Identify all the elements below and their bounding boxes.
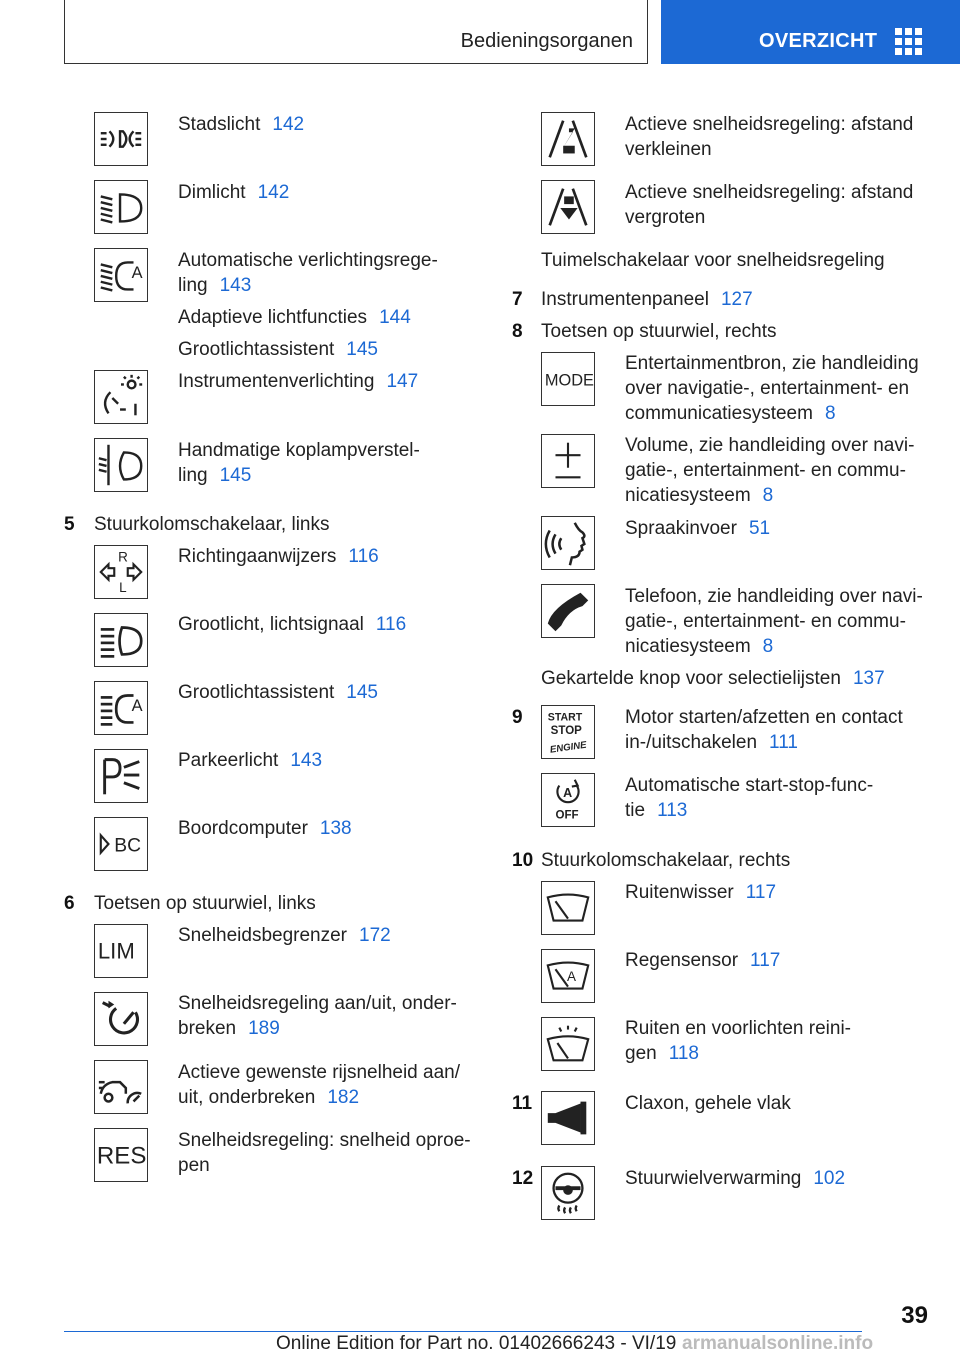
mode-button-icon: [541, 352, 595, 406]
item-text: Snelheidsbegrenzer 172: [178, 925, 391, 946]
item-text: Motor starten/afzetten en contact in-/uitschakelen 111: [625, 707, 903, 753]
item-text: Adaptieve lichtfuncties 144: [178, 307, 411, 328]
resume-speed-icon: [94, 1128, 148, 1182]
page-link[interactable]: 138: [319, 818, 352, 839]
item-text: Automatische verlichtingsrege- ling 143: [178, 250, 438, 296]
low-beam-icon: [94, 180, 148, 234]
page-link[interactable]: 145: [346, 682, 378, 703]
item-text: Actieve snelheidsregeling: afstand vergroten: [625, 182, 914, 228]
page-link[interactable]: 127: [720, 289, 753, 310]
item-text: Snelheidsregeling: snelheid oproe- pen: [178, 1130, 471, 1176]
section-title: Toetsen op stuurwiel, rechts: [541, 321, 777, 342]
auto-headlight-icon: [94, 248, 148, 302]
item-text: Actieve snelheidsregeling: afstand verkleinen: [625, 114, 914, 160]
section-number: 9: [512, 707, 523, 728]
item-text: Grootlichtassistent 145: [178, 682, 378, 703]
item-text: Richtingaanwijzers 116: [178, 546, 379, 567]
distance-increase-icon: [541, 180, 595, 234]
page-link[interactable]: 142: [272, 114, 305, 135]
svg-text:A: A: [563, 786, 573, 801]
item-text: Grootlichtassistent 145: [178, 339, 378, 360]
page-link[interactable]: 182: [327, 1087, 360, 1108]
grid-icon: [895, 28, 922, 55]
section-number: 5: [64, 514, 75, 535]
section-number: 8: [512, 321, 523, 342]
header-section-box: [64, 0, 648, 64]
page-link[interactable]: 51: [748, 518, 771, 539]
header-tab[interactable]: [661, 0, 960, 64]
page-link[interactable]: 116: [348, 546, 379, 567]
page-link[interactable]: 142: [257, 182, 290, 203]
svg-text:MODE: MODE: [544, 371, 594, 390]
page-link[interactable]: 147: [386, 371, 419, 392]
svg-text:START: START: [547, 711, 583, 724]
page-link[interactable]: 118: [668, 1043, 699, 1064]
section-title: Claxon, gehele vlak: [625, 1093, 791, 1114]
item-text: Handmatige koplampverstel- ling 145: [178, 440, 420, 486]
item-text: Parkeerlicht 143: [178, 750, 323, 771]
knob-label: Gekartelde knop voor selectielijsten 137: [541, 668, 885, 689]
page-link[interactable]: 137: [852, 668, 885, 689]
page-link[interactable]: 111: [769, 732, 798, 753]
section-number: 11: [512, 1093, 533, 1114]
headlight-range-icon: [94, 438, 148, 492]
section-title: Stuurkolomschakelaar, links: [94, 514, 330, 535]
high-beam-assistant-icon: [94, 681, 148, 735]
item-text: Telefoon, zie handleiding over navi- gatie-, entertainment- en commu- nicatiesysteem 8: [625, 586, 923, 657]
page-link[interactable]: 8: [824, 403, 836, 424]
svg-text:STOP: STOP: [550, 724, 582, 737]
page-link[interactable]: 8: [762, 636, 774, 657]
page-link[interactable]: 117: [745, 882, 777, 903]
section-number: 10: [512, 850, 534, 871]
section-title: Stuurkolomschakelaar, rechts: [541, 850, 791, 871]
high-beam-icon: [94, 613, 148, 667]
instrument-lighting-icon: [94, 370, 148, 424]
item-text: Instrumentenverlichting 147: [178, 371, 419, 392]
header-tab-label: OVERZICHT: [759, 30, 878, 52]
svg-text:L: L: [119, 580, 127, 596]
item-text: Spraakinvoer 51: [625, 518, 771, 539]
page-link[interactable]: 8: [762, 485, 774, 506]
cruise-control-icon: [94, 992, 148, 1046]
page-number: 39: [901, 1302, 928, 1329]
steering-wheel-heating-icon: [541, 1166, 595, 1220]
page-link[interactable]: 113: [657, 800, 688, 821]
section-number: 12: [512, 1168, 534, 1189]
header-section-title: Bedieningsorganen: [460, 30, 633, 52]
svg-text:ENGINE: ENGINE: [549, 739, 588, 756]
item-text: Automatische start-stop-func- tie 113: [625, 775, 874, 821]
page-link[interactable]: 172: [359, 925, 391, 946]
distance-decrease-icon: [541, 112, 595, 166]
section-number: 6: [64, 893, 75, 914]
parking-lamp-icon: [94, 749, 148, 803]
rocker-switch-label: Tuimelschakelaar voor snelheidsregeling: [541, 250, 885, 271]
page-link[interactable]: 143: [219, 275, 252, 296]
item-text: Stadslicht 142: [178, 114, 305, 135]
auto-start-stop-icon: [541, 773, 595, 827]
item-text: Grootlicht, lichtsignaal 116: [178, 614, 407, 635]
section-title: Instrumentenpaneel 127: [541, 289, 753, 310]
page-link[interactable]: 116: [375, 614, 407, 635]
speed-limiter-icon: [94, 924, 148, 978]
page-link[interactable]: 102: [813, 1168, 846, 1189]
footer-divider: [64, 1331, 862, 1332]
item-text: Regensensor 117: [625, 950, 781, 971]
item-text: Stuurwielverwarming 102: [625, 1168, 846, 1189]
item-text: Ruiten en voorlichten reini- gen 118: [625, 1018, 852, 1064]
svg-text:A: A: [131, 696, 143, 715]
active-cruise-icon: [94, 1060, 148, 1114]
svg-text:R: R: [118, 549, 128, 565]
horn-icon: [541, 1091, 595, 1145]
item-text: Snelheidsregeling aan/uit, onder- breken 189: [178, 993, 457, 1039]
item-text: Boordcomputer 138: [178, 818, 352, 839]
phone-icon: [541, 584, 595, 638]
svg-text:A: A: [131, 263, 143, 282]
page-link[interactable]: 145: [346, 339, 378, 360]
section-number: 7: [512, 289, 523, 310]
page-link[interactable]: 144: [379, 307, 411, 328]
watermark-text: armanualsonline.info: [682, 1333, 874, 1354]
svg-text:A: A: [567, 968, 577, 984]
item-text: Entertainmentbron, zie handleiding over navigatie-, entertainment- en communicatiesysteem 8: [625, 353, 919, 424]
svg-text:LIM: LIM: [97, 938, 135, 964]
footer-text: Online Edition for Part no. 01402666243 - VI/19: [276, 1333, 677, 1354]
volume-icon: [541, 434, 595, 488]
board-computer-icon: [94, 817, 148, 871]
page-link[interactable]: 143: [290, 750, 323, 771]
wiper-icon: [541, 881, 595, 935]
item-text: Actieve gewenste rijsnelheid aan/ uit, onderbreken 182: [178, 1062, 461, 1108]
svg-text:BC: BC: [114, 835, 142, 857]
item-text: Volume, zie handleiding over navi- gatie-, entertainment- en commu- nicatiesysteem 8: [625, 435, 915, 506]
item-text: Ruitenwisser 117: [625, 882, 777, 903]
svg-text:RES: RES: [96, 1142, 147, 1170]
svg-text:OFF: OFF: [555, 809, 579, 822]
rain-sensor-icon: [541, 949, 595, 1003]
section-title: Toetsen op stuurwiel, links: [94, 893, 316, 914]
turn-signal-icon: [94, 545, 148, 599]
item-text: Dimlicht 142: [178, 182, 290, 203]
start-stop-icon: [541, 705, 595, 759]
washer-icon: [541, 1017, 595, 1071]
page-link[interactable]: 117: [750, 950, 781, 971]
page-link[interactable]: 189: [248, 1018, 280, 1039]
parking-light-icon: [94, 112, 148, 166]
page-link[interactable]: 145: [219, 465, 252, 486]
voice-input-icon: [541, 516, 595, 570]
